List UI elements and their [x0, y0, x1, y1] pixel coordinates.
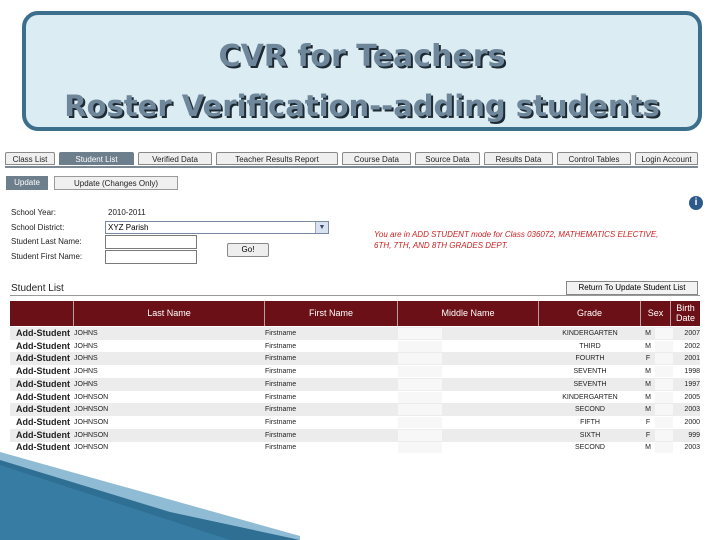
slide-subtitle: Roster Verification--adding students — [64, 89, 660, 123]
first-name-cell: Firstname — [265, 380, 297, 388]
grade-cell: FIFTH — [580, 418, 600, 426]
school-year-value: 2010-2011 — [108, 208, 146, 217]
tab-control-tables[interactable]: Control Tables — [557, 152, 631, 165]
col-middle-name: Middle Name — [398, 301, 539, 326]
birth-date-cell: 999 — [688, 431, 700, 439]
last-name-cell: JOHNSON — [74, 406, 109, 414]
redaction-mark — [655, 417, 673, 428]
first-name-cell: Firstname — [265, 342, 297, 350]
redaction-mark — [398, 392, 442, 403]
col-action — [10, 301, 74, 326]
redaction-mark — [398, 430, 442, 441]
school-district-select[interactable] — [105, 221, 329, 234]
redaction-mark — [655, 442, 673, 453]
tab-student-list[interactable]: Student List — [59, 152, 134, 165]
slide-title-box — [22, 11, 702, 131]
first-name-cell: Firstname — [265, 355, 297, 363]
table-row — [10, 391, 700, 404]
student-last-name-input[interactable] — [105, 235, 197, 249]
birth-date-cell: 1998 — [684, 368, 700, 376]
grade-cell: SIXTH — [579, 431, 601, 439]
student-first-name-label: Student First Name: — [11, 252, 83, 261]
update-button[interactable]: Update — [6, 176, 48, 190]
student-first-name-input[interactable] — [105, 250, 197, 264]
table-row — [10, 327, 700, 340]
first-name-cell: Firstname — [265, 444, 297, 452]
first-name-cell: Firstname — [265, 418, 297, 426]
sex-cell: M — [645, 380, 651, 388]
grade-cell: KINDERGARTEN — [562, 330, 618, 337]
decorative-swoosh — [0, 440, 300, 540]
info-icon[interactable]: i — [689, 196, 703, 210]
sex-cell: M — [645, 342, 651, 350]
tab-class-list[interactable]: Class List — [5, 152, 55, 165]
birth-date-cell: 2001 — [684, 355, 700, 363]
sex-cell: F — [645, 431, 651, 439]
grade-cell: KINDERGARTEN — [562, 393, 618, 401]
redaction-mark — [398, 328, 442, 339]
redaction-mark — [398, 404, 442, 415]
col-grade: Grade — [539, 301, 641, 326]
add-student-link[interactable]: Add-Student — [16, 366, 70, 377]
redaction-mark — [655, 353, 673, 364]
table-row — [10, 403, 700, 416]
add-student-mode-notice: You are in ADD STUDENT mode for Class 036072, MATHEMATICS ELECTIVE, 6TH, 7TH, AND 8TH GRADES DEPT. — [374, 230, 659, 250]
last-name-cell: JOHNSON — [74, 393, 109, 401]
add-student-link[interactable]: Add-Student — [16, 442, 70, 453]
tab-login-account[interactable]: Login Account — [635, 152, 698, 165]
add-student-link[interactable]: Add-Student — [16, 416, 70, 427]
tab-divider — [5, 166, 698, 168]
redaction-mark — [655, 404, 673, 415]
table-row — [10, 365, 700, 378]
tab-results-data[interactable]: Results Data — [484, 152, 553, 165]
table-row — [10, 416, 700, 429]
last-name-cell: JOHNS — [74, 355, 98, 363]
table-row — [10, 378, 700, 391]
school-district-label: School District: — [11, 223, 65, 232]
first-name-cell: Firstname — [265, 393, 297, 401]
sex-cell: M — [645, 368, 651, 376]
col-birth-date: Birth Date — [675, 303, 695, 323]
birth-date-cell: 2005 — [684, 393, 700, 401]
table-row — [10, 340, 700, 353]
first-name-cell: Firstname — [265, 431, 297, 439]
school-year-label: School Year: — [11, 208, 56, 217]
sex-cell: F — [645, 355, 651, 363]
school-district-value: XYZ Parish — [108, 223, 149, 232]
student-list-title: Student List — [11, 283, 64, 294]
sex-cell: M — [645, 406, 651, 414]
redaction-mark — [398, 353, 442, 364]
section-divider — [10, 295, 700, 296]
redaction-mark — [398, 417, 442, 428]
grade-cell: SEVENTH — [573, 368, 607, 376]
col-sex: Sex — [641, 301, 671, 326]
redaction-mark — [655, 328, 673, 339]
tab-course-data[interactable]: Course Data — [342, 152, 411, 165]
table-row — [10, 352, 700, 365]
chevron-down-icon: ▼ — [315, 222, 328, 233]
redaction-mark — [655, 392, 673, 403]
col-last-name: Last Name — [74, 301, 265, 326]
add-student-link[interactable]: Add-Student — [16, 391, 70, 402]
sex-cell: M — [645, 444, 651, 452]
sex-cell: F — [645, 418, 651, 426]
return-to-update-button[interactable]: Return To Update Student List — [566, 281, 698, 295]
first-name-cell: Firstname — [265, 406, 297, 414]
col-first-name: First Name — [265, 301, 398, 326]
last-name-cell: JOHNSON — [74, 418, 109, 426]
redaction-mark — [655, 366, 673, 377]
grade-cell: SEVENTH — [573, 380, 607, 388]
redaction-mark — [398, 379, 442, 390]
birth-date-cell: 2003 — [684, 444, 700, 452]
last-name-cell: JOHNSON — [74, 431, 109, 439]
grade-cell: THIRD — [579, 342, 601, 350]
birth-date-cell: 1997 — [684, 380, 700, 388]
first-name-cell: Firstname — [265, 368, 297, 376]
grade-cell: FOURTH — [575, 355, 605, 363]
add-student-link[interactable]: Add-Student — [16, 378, 70, 389]
slide-title: CVR for Teachers — [218, 39, 506, 74]
last-name-cell: JOHNS — [74, 368, 98, 376]
add-student-link[interactable]: Add-Student — [16, 328, 70, 338]
redaction-mark — [655, 341, 673, 352]
table-header — [10, 301, 700, 326]
last-name-cell: JOHNSON — [74, 444, 109, 452]
redaction-mark — [398, 341, 442, 352]
tab-verified-data[interactable]: Verified Data — [138, 152, 212, 165]
last-name-cell: JOHNS — [74, 330, 98, 337]
tab-teacher-results-report[interactable]: Teacher Results Report — [216, 152, 338, 165]
update-changes-only-button[interactable]: Update (Changes Only) — [54, 176, 178, 190]
tab-source-data[interactable]: Source Data — [415, 152, 480, 165]
go-button[interactable]: Go! — [227, 243, 269, 257]
redaction-mark — [655, 430, 673, 441]
add-student-link[interactable]: Add-Student — [16, 353, 70, 364]
student-last-name-label: Student Last Name: — [11, 237, 82, 246]
birth-date-cell: 2003 — [684, 406, 700, 414]
first-name-cell: Firstname — [265, 330, 297, 337]
redaction-mark — [398, 442, 442, 453]
birth-date-cell: 2007 — [684, 330, 700, 337]
last-name-cell: JOHNS — [74, 380, 98, 388]
grade-cell: SECOND — [575, 406, 605, 414]
add-student-link[interactable]: Add-Student — [16, 429, 70, 440]
birth-date-cell: 2000 — [684, 418, 700, 426]
add-student-link[interactable]: Add-Student — [16, 404, 70, 415]
last-name-cell: JOHNS — [74, 342, 98, 350]
add-student-link[interactable]: Add-Student — [16, 340, 70, 351]
grade-cell: SECOND — [575, 444, 605, 452]
tab-bar — [5, 152, 698, 166]
birth-date-cell: 2002 — [684, 342, 700, 350]
redaction-mark — [398, 366, 442, 377]
sex-cell: M — [645, 330, 651, 337]
sex-cell: M — [645, 393, 651, 401]
redaction-mark — [655, 379, 673, 390]
